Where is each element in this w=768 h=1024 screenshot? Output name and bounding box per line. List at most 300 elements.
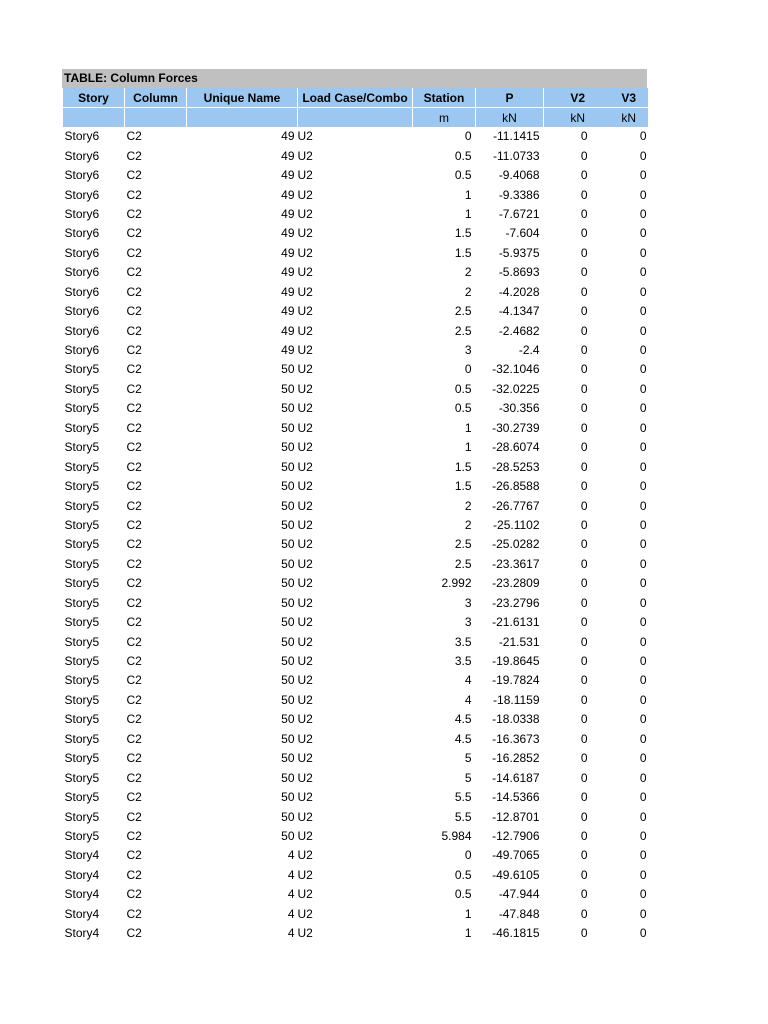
cell-p: -32.1046 [492, 362, 540, 377]
cell-unique-name: 49 [281, 187, 295, 202]
cell-p: -11.1415 [493, 129, 540, 144]
cell-load-case: U2 [297, 731, 313, 746]
cell-station: 1 [464, 926, 472, 941]
cell-station: 0.5 [454, 887, 472, 902]
cell-v2: 0 [580, 440, 588, 455]
cell-story: Story5 [64, 634, 100, 649]
cell-unique-name: 50 [281, 712, 295, 727]
cell-v2-v3 [544, 399, 648, 418]
header-station: Station [413, 88, 476, 108]
cell-station: 3 [464, 343, 472, 358]
cell-p: -26.8588 [492, 479, 540, 494]
cell-v2: 0 [580, 479, 588, 494]
cell-station: 5 [464, 751, 472, 766]
cell-unique-name: 50 [281, 809, 295, 824]
cell-v3: 0 [639, 517, 647, 532]
cell-story: Story5 [64, 595, 100, 610]
cell-v3: 0 [639, 634, 647, 649]
cell-v2: 0 [580, 673, 588, 688]
cell-v3: 0 [639, 537, 647, 552]
cell-station: 0 [464, 129, 472, 144]
cell-unique-name: 50 [281, 420, 295, 435]
cell-column: C2 [126, 206, 142, 221]
cell-v2: 0 [580, 692, 588, 707]
cell-p: -11.0733 [493, 148, 540, 163]
cell-v2-v3 [544, 166, 648, 185]
cell-unique-name: 50 [281, 381, 295, 396]
cell-column: C2 [126, 187, 142, 202]
cell-column: C2 [126, 498, 142, 513]
header-load-case: Load Case/Combo [298, 88, 413, 108]
cell-column: C2 [126, 284, 142, 299]
cell-v3: 0 [639, 284, 647, 299]
cell-station: 4.5 [454, 731, 472, 746]
cell-v2-v3 [544, 710, 648, 729]
cell-load-case: U2 [297, 498, 313, 513]
cell-station: 1.5 [454, 226, 472, 241]
table-row [63, 360, 648, 379]
table-body [63, 127, 648, 943]
table-row [63, 496, 648, 515]
cell-station: 5.5 [454, 790, 472, 805]
table-row [63, 321, 648, 340]
cell-station: 0.5 [454, 401, 472, 416]
cell-v2-v3 [544, 632, 648, 651]
cell-v3: 0 [639, 381, 647, 396]
cell-p: -4.1347 [498, 304, 540, 319]
table-row [63, 905, 648, 924]
cell-v2: 0 [580, 790, 588, 805]
cell-unique-name: 4 [287, 926, 295, 941]
cell-load-case: U2 [297, 867, 313, 882]
cell-p: -2.4 [518, 343, 540, 358]
cell-p: -23.3617 [492, 556, 540, 571]
cell-unique-name: 50 [281, 556, 295, 571]
cell-unique-name: 49 [281, 304, 295, 319]
cell-station: 0.5 [454, 381, 472, 396]
cell-load-case: U2 [297, 634, 313, 649]
cell-story: Story4 [64, 906, 100, 921]
cell-load-case: U2 [297, 381, 313, 396]
cell-v2-v3 [544, 477, 648, 496]
cell-v2-v3 [544, 360, 648, 379]
cell-p: -47.944 [498, 887, 540, 902]
cell-p: -28.5253 [492, 459, 540, 474]
unit-station: m [413, 108, 476, 128]
cell-station: 2 [464, 284, 472, 299]
cell-p: -5.8693 [498, 265, 540, 280]
header-unique-name: Unique Name [187, 88, 298, 108]
cell-unique-name: 50 [281, 498, 295, 513]
cell-v2-v3 [544, 321, 648, 340]
cell-load-case: U2 [297, 304, 313, 319]
cell-v2-v3 [544, 127, 648, 146]
cell-p: -14.5366 [492, 790, 540, 805]
cell-v2-v3 [544, 924, 648, 943]
cell-v2: 0 [580, 712, 588, 727]
cell-v2-v3 [544, 341, 648, 360]
cell-v2-v3 [544, 516, 648, 535]
cell-v3: 0 [639, 129, 647, 144]
cell-load-case: U2 [297, 226, 313, 241]
cell-v2-v3 [544, 671, 648, 690]
cell-v2: 0 [580, 206, 588, 221]
cell-v2: 0 [580, 517, 588, 532]
cell-unique-name: 50 [281, 751, 295, 766]
cell-station: 0.5 [454, 168, 472, 183]
cell-v2-v3 [544, 807, 648, 826]
cell-v2: 0 [580, 731, 588, 746]
table-row [63, 730, 648, 749]
cell-unique-name: 49 [281, 343, 295, 358]
cell-column: C2 [126, 809, 142, 824]
cell-p: -23.2796 [492, 595, 540, 610]
cell-v2: 0 [580, 362, 588, 377]
cell-p: -16.3673 [492, 731, 540, 746]
table-row [63, 885, 648, 904]
cell-v3: 0 [639, 692, 647, 707]
cell-load-case: U2 [297, 595, 313, 610]
cell-column: C2 [126, 401, 142, 416]
cell-v2-v3 [544, 691, 648, 710]
unit-v2: kN [570, 110, 586, 125]
cell-v2: 0 [580, 615, 588, 630]
cell-p: -21.531 [498, 634, 540, 649]
cell-p: -7.6721 [498, 206, 540, 221]
cell-v2-v3 [544, 263, 648, 282]
cell-load-case: U2 [297, 751, 313, 766]
cell-v2: 0 [580, 828, 588, 843]
table-row [63, 555, 648, 574]
cell-column: C2 [126, 459, 142, 474]
cell-story: Story5 [64, 556, 100, 571]
cell-unique-name: 50 [281, 440, 295, 455]
cell-v2-v3 [544, 419, 648, 438]
cell-v2-v3 [544, 768, 648, 787]
table-row [63, 166, 648, 185]
cell-unique-name: 50 [281, 576, 295, 591]
cell-v2: 0 [580, 343, 588, 358]
header-v2-v3 [544, 88, 648, 108]
cell-unique-name: 50 [281, 517, 295, 532]
cell-v2: 0 [580, 537, 588, 552]
cell-v3: 0 [639, 848, 647, 863]
cell-station: 3 [464, 615, 472, 630]
cell-story: Story5 [64, 498, 100, 513]
cell-v2-v3 [544, 457, 648, 476]
cell-load-case: U2 [297, 906, 313, 921]
cell-v3: 0 [639, 887, 647, 902]
cell-story: Story5 [64, 654, 100, 669]
cell-column: C2 [126, 770, 142, 785]
cell-v2: 0 [580, 381, 588, 396]
cell-v3: 0 [639, 556, 647, 571]
cell-station: 2 [464, 265, 472, 280]
cell-story: Story5 [64, 712, 100, 727]
cell-v2: 0 [580, 634, 588, 649]
cell-story: Story6 [64, 168, 100, 183]
spreadsheet [62, 69, 647, 943]
cell-station: 1 [464, 906, 472, 921]
table-row [63, 846, 648, 865]
cell-column: C2 [126, 673, 142, 688]
table-row [63, 244, 648, 263]
cell-load-case: U2 [297, 284, 313, 299]
cell-column: C2 [126, 615, 142, 630]
cell-v2-v3 [544, 205, 648, 224]
cell-story: Story5 [64, 576, 100, 591]
cell-station: 2.5 [454, 304, 472, 319]
cell-load-case: U2 [297, 206, 313, 221]
cell-v3: 0 [639, 712, 647, 727]
unit-unique-name [187, 108, 298, 128]
cell-unique-name: 50 [281, 673, 295, 688]
cell-station: 0 [464, 362, 472, 377]
cell-column: C2 [126, 226, 142, 241]
cell-load-case: U2 [297, 459, 313, 474]
cell-v2-v3 [544, 730, 648, 749]
cell-story: Story5 [64, 809, 100, 824]
cell-unique-name: 50 [281, 537, 295, 552]
cell-story: Story4 [64, 848, 100, 863]
cell-story: Story5 [64, 479, 100, 494]
cell-v3: 0 [639, 498, 647, 513]
table-row [63, 749, 648, 768]
cell-v3: 0 [639, 906, 647, 921]
cell-load-case: U2 [297, 479, 313, 494]
cell-unique-name: 4 [287, 867, 295, 882]
cell-v3: 0 [639, 245, 647, 260]
cell-p: -19.7824 [492, 673, 540, 688]
cell-p: -49.7065 [492, 848, 540, 863]
table-row [63, 127, 648, 146]
column-forces-table [62, 88, 648, 943]
cell-v3: 0 [639, 343, 647, 358]
cell-v2-v3 [544, 905, 648, 924]
cell-story: Story6 [64, 304, 100, 319]
table-row [63, 263, 648, 282]
cell-v2: 0 [580, 926, 588, 941]
cell-station: 1 [464, 420, 472, 435]
cell-load-case: U2 [297, 401, 313, 416]
cell-v3: 0 [639, 809, 647, 824]
table-row [63, 224, 648, 243]
cell-v2: 0 [580, 304, 588, 319]
cell-column: C2 [126, 692, 142, 707]
cell-v3: 0 [639, 401, 647, 416]
cell-v2-v3 [544, 380, 648, 399]
cell-station: 2 [464, 498, 472, 513]
cell-v3: 0 [639, 867, 647, 882]
cell-column: C2 [126, 440, 142, 455]
cell-unique-name: 50 [281, 692, 295, 707]
cell-station: 4.5 [454, 712, 472, 727]
cell-v3: 0 [639, 304, 647, 319]
cell-v2-v3 [544, 496, 648, 515]
header-v2: V2 [570, 90, 586, 105]
cell-v2-v3 [544, 788, 648, 807]
cell-load-case: U2 [297, 537, 313, 552]
cell-v2-v3 [544, 885, 648, 904]
cell-v2-v3 [544, 283, 648, 302]
unit-column [125, 108, 187, 128]
cell-column: C2 [126, 362, 142, 377]
cell-load-case: U2 [297, 692, 313, 707]
cell-station: 4 [464, 673, 472, 688]
cell-story: Story5 [64, 615, 100, 630]
cell-column: C2 [126, 245, 142, 260]
cell-p: -9.3386 [498, 187, 540, 202]
cell-column: C2 [126, 790, 142, 805]
cell-p: -19.8645 [492, 654, 540, 669]
cell-v3: 0 [639, 479, 647, 494]
cell-station: 5 [464, 770, 472, 785]
cell-v3: 0 [639, 654, 647, 669]
cell-column: C2 [126, 654, 142, 669]
cell-v3: 0 [639, 420, 647, 435]
cell-story: Story5 [64, 459, 100, 474]
cell-unique-name: 50 [281, 615, 295, 630]
cell-load-case: U2 [297, 770, 313, 785]
cell-p: -18.0338 [492, 712, 540, 727]
cell-v2: 0 [580, 459, 588, 474]
cell-v2: 0 [580, 498, 588, 513]
cell-station: 2.992 [441, 576, 472, 591]
cell-story: Story6 [64, 343, 100, 358]
cell-column: C2 [126, 576, 142, 591]
cell-v2: 0 [580, 168, 588, 183]
cell-station: 1 [464, 440, 472, 455]
cell-v3: 0 [639, 673, 647, 688]
cell-load-case: U2 [297, 129, 313, 144]
cell-p: -47.848 [498, 906, 540, 921]
cell-load-case: U2 [297, 168, 313, 183]
cell-column: C2 [126, 168, 142, 183]
cell-story: Story5 [64, 420, 100, 435]
cell-unique-name: 50 [281, 362, 295, 377]
cell-v2-v3 [544, 827, 648, 846]
cell-v2: 0 [580, 187, 588, 202]
cell-p: -16.2852 [492, 751, 540, 766]
table-row [63, 671, 648, 690]
table-row [63, 691, 648, 710]
cell-column: C2 [126, 926, 142, 941]
cell-v2: 0 [580, 654, 588, 669]
table-row [63, 613, 648, 632]
cell-v3: 0 [639, 459, 647, 474]
cell-story: Story5 [64, 673, 100, 688]
cell-load-case: U2 [297, 420, 313, 435]
cell-station: 2.5 [454, 537, 472, 552]
cell-p: -18.1159 [493, 692, 540, 707]
cell-story: Story5 [64, 517, 100, 532]
cell-v2: 0 [580, 809, 588, 824]
cell-station: 2 [464, 517, 472, 532]
cell-story: Story5 [64, 362, 100, 377]
cell-unique-name: 4 [287, 906, 295, 921]
cell-load-case: U2 [297, 245, 313, 260]
cell-v2-v3 [544, 244, 648, 263]
cell-story: Story4 [64, 926, 100, 941]
cell-load-case: U2 [297, 187, 313, 202]
cell-v2-v3 [544, 146, 648, 165]
cell-story: Story5 [64, 770, 100, 785]
cell-unique-name: 50 [281, 770, 295, 785]
cell-v2: 0 [580, 148, 588, 163]
cell-v3: 0 [639, 770, 647, 785]
cell-column: C2 [126, 148, 142, 163]
cell-v3: 0 [639, 790, 647, 805]
cell-unique-name: 50 [281, 654, 295, 669]
cell-v3: 0 [639, 362, 647, 377]
cell-station: 1.5 [454, 459, 472, 474]
cell-column: C2 [126, 887, 142, 902]
table-row [63, 574, 648, 593]
table-row [63, 827, 648, 846]
cell-v2-v3 [544, 652, 648, 671]
cell-unique-name: 49 [281, 148, 295, 163]
cell-p: -28.6074 [492, 440, 540, 455]
cell-load-case: U2 [297, 343, 313, 358]
cell-p: -23.2809 [492, 576, 540, 591]
table-row [63, 438, 648, 457]
cell-story: Story5 [64, 401, 100, 416]
cell-station: 1 [464, 206, 472, 221]
table-row [63, 516, 648, 535]
header-p: P [476, 88, 544, 108]
table-title: TABLE: Column Forces [62, 69, 647, 88]
cell-v2-v3 [544, 574, 648, 593]
unit-load-case [298, 108, 413, 128]
cell-v2: 0 [580, 576, 588, 591]
cell-column: C2 [126, 867, 142, 882]
cell-v3: 0 [639, 595, 647, 610]
cell-load-case: U2 [297, 712, 313, 727]
cell-station: 5.5 [454, 809, 472, 824]
unit-p: kN [476, 108, 544, 128]
cell-unique-name: 50 [281, 479, 295, 494]
cell-p: -14.6187 [492, 770, 540, 785]
cell-v2-v3 [544, 438, 648, 457]
cell-unique-name: 49 [281, 206, 295, 221]
cell-unique-name: 50 [281, 634, 295, 649]
cell-column: C2 [126, 343, 142, 358]
cell-station: 2.5 [454, 323, 472, 338]
table-row [63, 866, 648, 885]
cell-v2: 0 [580, 129, 588, 144]
cell-story: Story5 [64, 692, 100, 707]
cell-load-case: U2 [297, 615, 313, 630]
cell-story: Story5 [64, 731, 100, 746]
cell-v3: 0 [639, 731, 647, 746]
cell-v2: 0 [580, 245, 588, 260]
table-row [63, 594, 648, 613]
cell-column: C2 [126, 323, 142, 338]
cell-v2-v3 [544, 846, 648, 865]
cell-load-case: U2 [297, 517, 313, 532]
cell-story: Story6 [64, 206, 100, 221]
cell-load-case: U2 [297, 673, 313, 688]
cell-station: 3.5 [454, 634, 472, 649]
cell-v2: 0 [580, 848, 588, 863]
cell-p: -25.0282 [492, 537, 540, 552]
table-row [63, 632, 648, 651]
cell-v2: 0 [580, 323, 588, 338]
cell-load-case: U2 [297, 265, 313, 280]
cell-unique-name: 49 [281, 245, 295, 260]
table-row [63, 710, 648, 729]
cell-p: -30.356 [498, 401, 540, 416]
